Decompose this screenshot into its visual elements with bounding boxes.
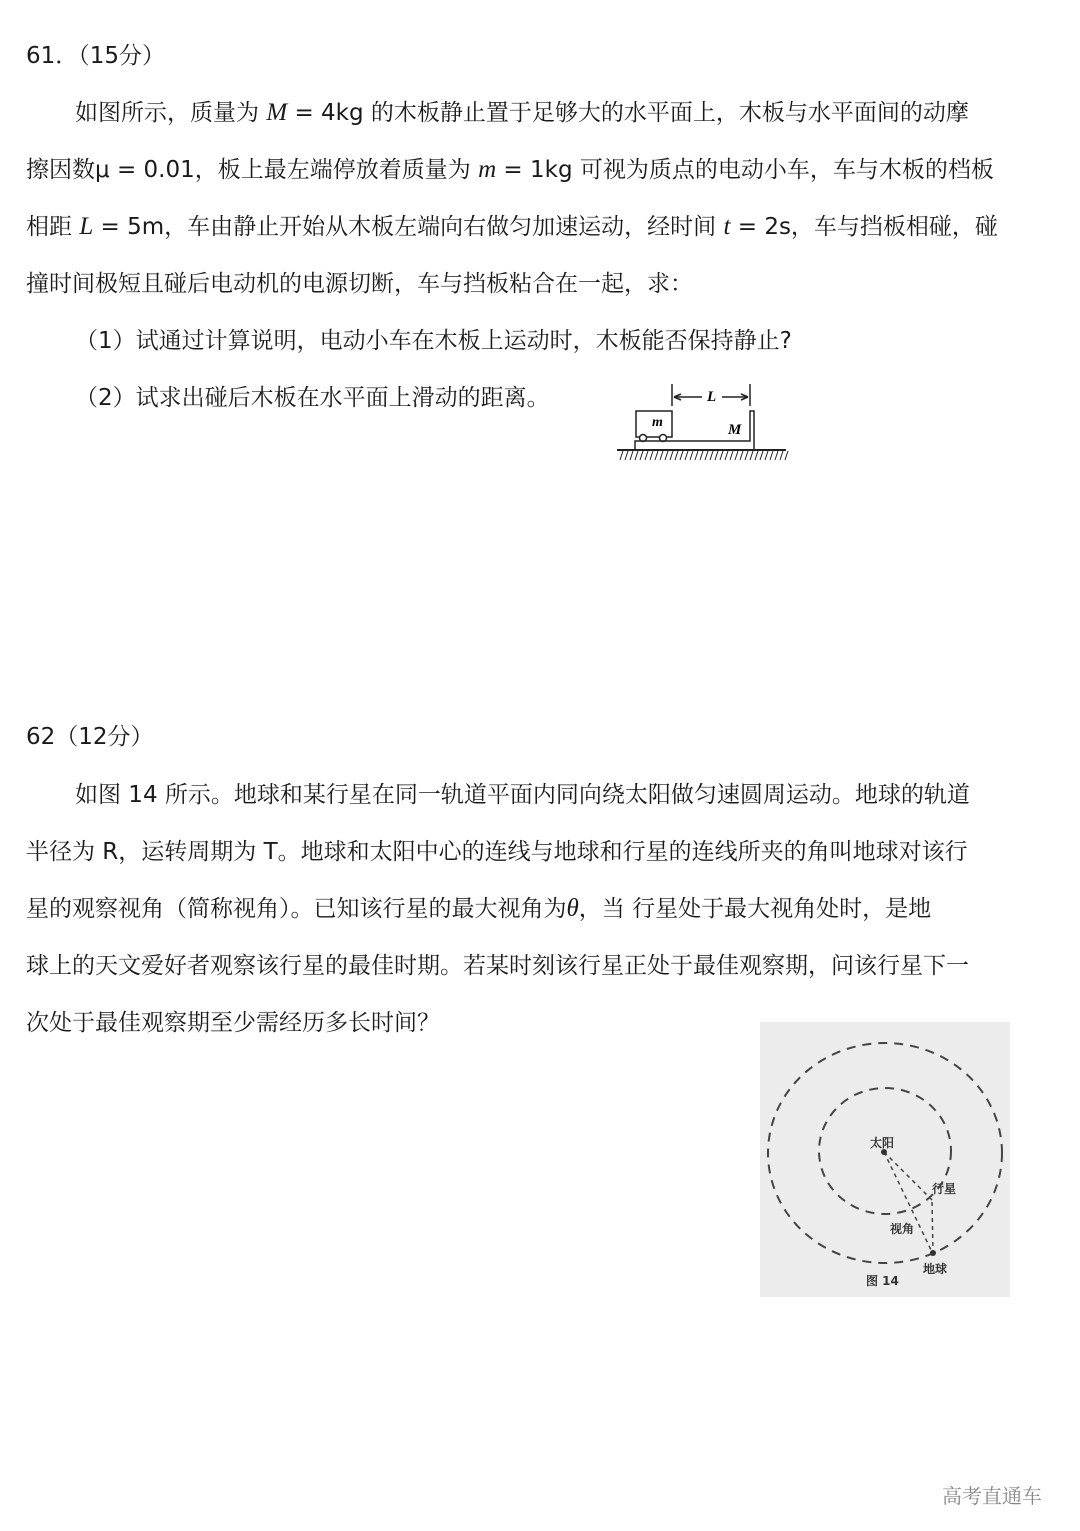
ground-hatch	[710, 451, 713, 460]
label-L: L	[707, 389, 717, 405]
text-segment: 球上的天文爱好者观察该行星的最佳时期。若某时刻该行星正处于最佳观察期，问该行星下一	[26, 953, 969, 979]
text-line	[26, 951, 969, 981]
text-segment: 撞时间极短且碰后电动机的电源切断，车与挡板粘合在一起，求：	[26, 271, 693, 297]
ground-hatch	[730, 451, 733, 460]
ground-hatch	[655, 451, 658, 460]
text-line	[26, 155, 994, 185]
text-segment: = 4kg 的木板静止置于足够大的水平面上，木板与水平面间的动摩	[287, 100, 969, 126]
ground-hatch	[620, 451, 623, 460]
label-angle: 视角	[890, 1222, 915, 1236]
text-segment: 擦因数μ = 0.01，板上最左端停放着质量为	[26, 157, 479, 183]
variable: θ	[566, 895, 579, 922]
text-line	[26, 212, 998, 242]
text-segment: 相距	[26, 214, 80, 240]
variable: L	[79, 213, 94, 240]
text-segment: = 2s，车与挡板相碰，碰	[730, 214, 998, 240]
q61-sub1: （1）试通过计算说明，电动小车在木板上运动时，木板能否保持静止?	[75, 328, 792, 354]
label-M: M	[728, 422, 742, 438]
label-m: m	[652, 415, 663, 430]
ground-hatch	[695, 451, 698, 460]
ground-hatch	[640, 451, 643, 460]
ground-hatch	[645, 451, 648, 460]
variable: t	[723, 213, 731, 240]
text-line	[26, 837, 968, 867]
ground-hatch	[745, 451, 748, 460]
ground-hatch	[735, 451, 738, 460]
ground-hatch	[750, 451, 753, 460]
ground-hatch	[720, 451, 723, 460]
text-line	[75, 780, 970, 810]
footer-watermark: 高考直通车	[942, 1484, 1042, 1508]
text-segment: ，当 行星处于最大视角处时，是地	[578, 896, 932, 922]
label-planet: 行星	[932, 1182, 957, 1196]
ground-hatch	[740, 451, 743, 460]
text-segment: 次处于最佳观察期至少需经历多长时间？	[26, 1010, 440, 1036]
ground-hatch	[780, 451, 783, 460]
ground-hatch	[760, 451, 763, 460]
ground-hatch	[625, 451, 628, 460]
q61-heading: 61．（15分）	[26, 43, 166, 69]
variable: m	[478, 156, 497, 183]
ground-hatch	[635, 451, 638, 460]
ground-hatch	[675, 451, 678, 460]
ground-hatch	[660, 451, 663, 460]
label-sun: 太阳	[870, 1136, 895, 1150]
ground-hatch	[715, 451, 718, 460]
ground-hatch	[680, 451, 683, 460]
text-line	[26, 1008, 440, 1038]
text-segment: = 5m，车由静止开始从木板左端向右做匀加速运动，经时间	[93, 214, 724, 240]
text-segment: 星的观察视角（简称视角）。已知该行星的最大视角为	[26, 896, 567, 922]
ground-hatch	[690, 451, 693, 460]
ground-hatch	[630, 451, 633, 460]
figure-caption: 图 14	[866, 1274, 899, 1288]
text-segment: = 1kg 可视为质点的电动小车，车与木板的档板	[496, 157, 994, 183]
text-segment: 如图 14 所示。地球和某行星在同一轨道平面内同向绕太阳做匀速圆周运动。地球的轨道	[75, 782, 970, 808]
text-line	[26, 269, 693, 299]
ground-hatch	[755, 451, 758, 460]
q62-heading: 62（12分）	[26, 724, 154, 750]
ground-hatch	[650, 451, 653, 460]
orbit-diagram	[760, 1022, 1010, 1302]
label-earth: 地球	[923, 1262, 948, 1276]
text-segment: 半径为 R，运转周期为 T。地球和太阳中心的连线与地球和行星的连线所夹的角叫地球对该行	[26, 839, 968, 865]
q61-sub2: （2）试求出碰后木板在水平面上滑动的距离。	[75, 385, 550, 411]
ground-hatch	[725, 451, 728, 460]
text-segment: 如图所示，质量为	[75, 100, 267, 126]
ground-hatch	[770, 451, 773, 460]
variable: M	[266, 99, 288, 126]
ground-hatch	[775, 451, 778, 460]
ground-hatch	[665, 451, 668, 460]
ground-hatch	[785, 451, 788, 460]
ground-hatch	[700, 451, 703, 460]
text-line	[75, 98, 969, 128]
board-cart-diagram	[600, 370, 800, 470]
ground-hatch	[670, 451, 673, 460]
ground-hatch	[685, 451, 688, 460]
text-line	[26, 894, 931, 924]
ground-hatch	[765, 451, 768, 460]
ground-hatch	[705, 451, 708, 460]
